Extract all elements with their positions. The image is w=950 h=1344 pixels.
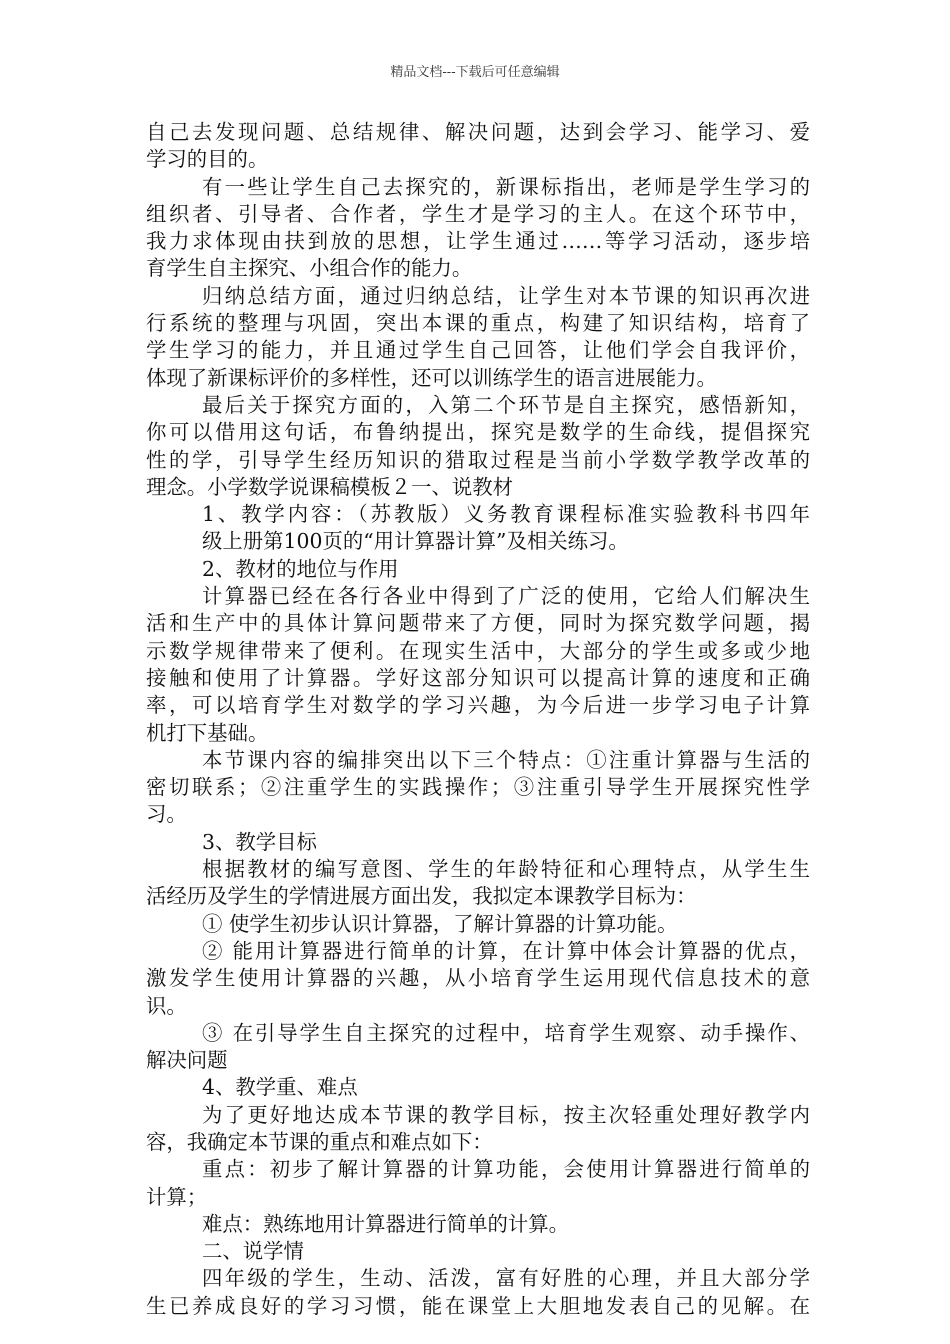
text-line: 最后关于探究方面的，入第二个环节是自主探究，感悟新知， [202, 392, 810, 417]
text-line: ③ 在引导学生自主探究的过程中，培育学生观察、动手操作、 [202, 1020, 810, 1045]
text-line: 计算器已经在各行各业中得到了广泛的使用，它给人们解决生 [202, 584, 810, 609]
text-line: 理念。小学数学说课稿模板２一、说教材 [146, 474, 514, 499]
text-line: 识。 [146, 993, 187, 1018]
text-line: 率，可以培育学生对数学的学习兴趣，为今后进一步学习电子计算 [146, 693, 810, 718]
text-line: 容，我确定本节课的重点和难点如下： [146, 1129, 493, 1154]
text-line: 行系统的整理与巩固，突出本课的重点，构建了知识结构，培育了 [146, 311, 810, 336]
text-line: 机打下基础。 [146, 720, 269, 745]
text-line: ① 使学生初步认识计算器，了解计算器的计算功能。 [202, 911, 678, 936]
text-line: 密切联系；②注重学生的实践操作；③注重引导学生开展探究性学 [146, 775, 810, 800]
text-line: 活经历及学生的学情进展方面出发，我拟定本课教学目标为： [146, 884, 697, 909]
text-line: 重点：初步了解计算器的计算功能，会使用计算器进行简单的 [202, 1157, 810, 1182]
text-line: 四年级的学生，生动、活泼，富有好胜的心理，并且大部分学 [202, 1266, 810, 1291]
text-line: 我力求体现由扶到放的思想，让学生通过……等学习活动，逐步培 [146, 229, 810, 254]
text-line: 根据教材的编写意图、学生的年龄特征和心理特点，从学生生 [202, 857, 810, 882]
text-line: 4、教学重、难点 [202, 1075, 358, 1100]
text-line: 组织者、引导者、合作者，学生才是学习的主人。在这个环节中， [146, 201, 810, 226]
text-line: 性的学，引导学生经历知识的猎取过程是当前小学数学教学改革的 [146, 447, 810, 472]
page-header: 精品文档---下载后可任意编辑 [390, 65, 560, 80]
text-line: 1、教学内容：（苏教版）义务教育课程标准实验教科书四年 [202, 502, 810, 527]
text-line: 习。 [146, 802, 187, 827]
text-line: 体现了新课标评价的多样性，还可以训练学生的语言进展能力。 [146, 365, 717, 390]
text-line: 2、教材的地位与作用 [202, 556, 399, 581]
text-line: 你可以借用这句话，布鲁纳提出，探究是数学的生命线，提倡探究 [146, 420, 810, 445]
text-line: 归纳总结方面，通过归纳总结，让学生对本节课的知识再次进 [202, 283, 810, 308]
text-line: 自己去发现问题、总结规律、解决问题，达到会学习、能学习、爱 [146, 120, 810, 144]
text-line: 本节课内容的编排突出以下三个特点：①注重计算器与生活的 [202, 747, 810, 772]
text-line: 有一些让学生自己去探究的，新课标指出，老师是学生学习的 [202, 174, 810, 199]
text-line: 活和生产中的具体计算问题带来了方便，同时为探究数学问题，揭 [146, 611, 810, 636]
text-line: 二、说学情 [202, 1239, 304, 1264]
text-line: 生已养成良好的学习习惯，能在课堂上大胆地发表自己的见解。在 [146, 1293, 810, 1318]
text-line: 级上册第100页的“用计算器计算”及相关练习。 [202, 529, 629, 554]
text-line: 3、教学目标 [202, 829, 317, 854]
text-line: 育学生自主探究、小组合作的能力。 [146, 256, 473, 281]
text-line: 示数学规律带来了便利。在现实生活中，大部分的学生或多或少地 [146, 638, 810, 663]
text-line: 激发学生使用计算器的兴趣，从小培育学生运用现代信息技术的意 [146, 966, 810, 991]
document-body [146, 119, 810, 1320]
text-line: 学习的目的。 [146, 147, 269, 172]
text-line: 解决问题 [146, 1048, 228, 1073]
text-line: 难点：熟练地用计算器进行简单的计算。 [202, 1211, 570, 1236]
text-line: 接触和使用了计算器。学好这部分知识可以提高计算的速度和正确 [146, 665, 810, 690]
text-line: 计算； [146, 1184, 208, 1209]
text-line: 学生学习的能力，并且通过学生自己回答，让他们学会自我评价， [146, 338, 810, 363]
text-line: ② 能用计算器进行简单的计算，在计算中体会计算器的优点， [202, 938, 810, 963]
text-line: 为了更好地达成本节课的教学目标，按主次轻重处理好教学内 [202, 1102, 810, 1127]
